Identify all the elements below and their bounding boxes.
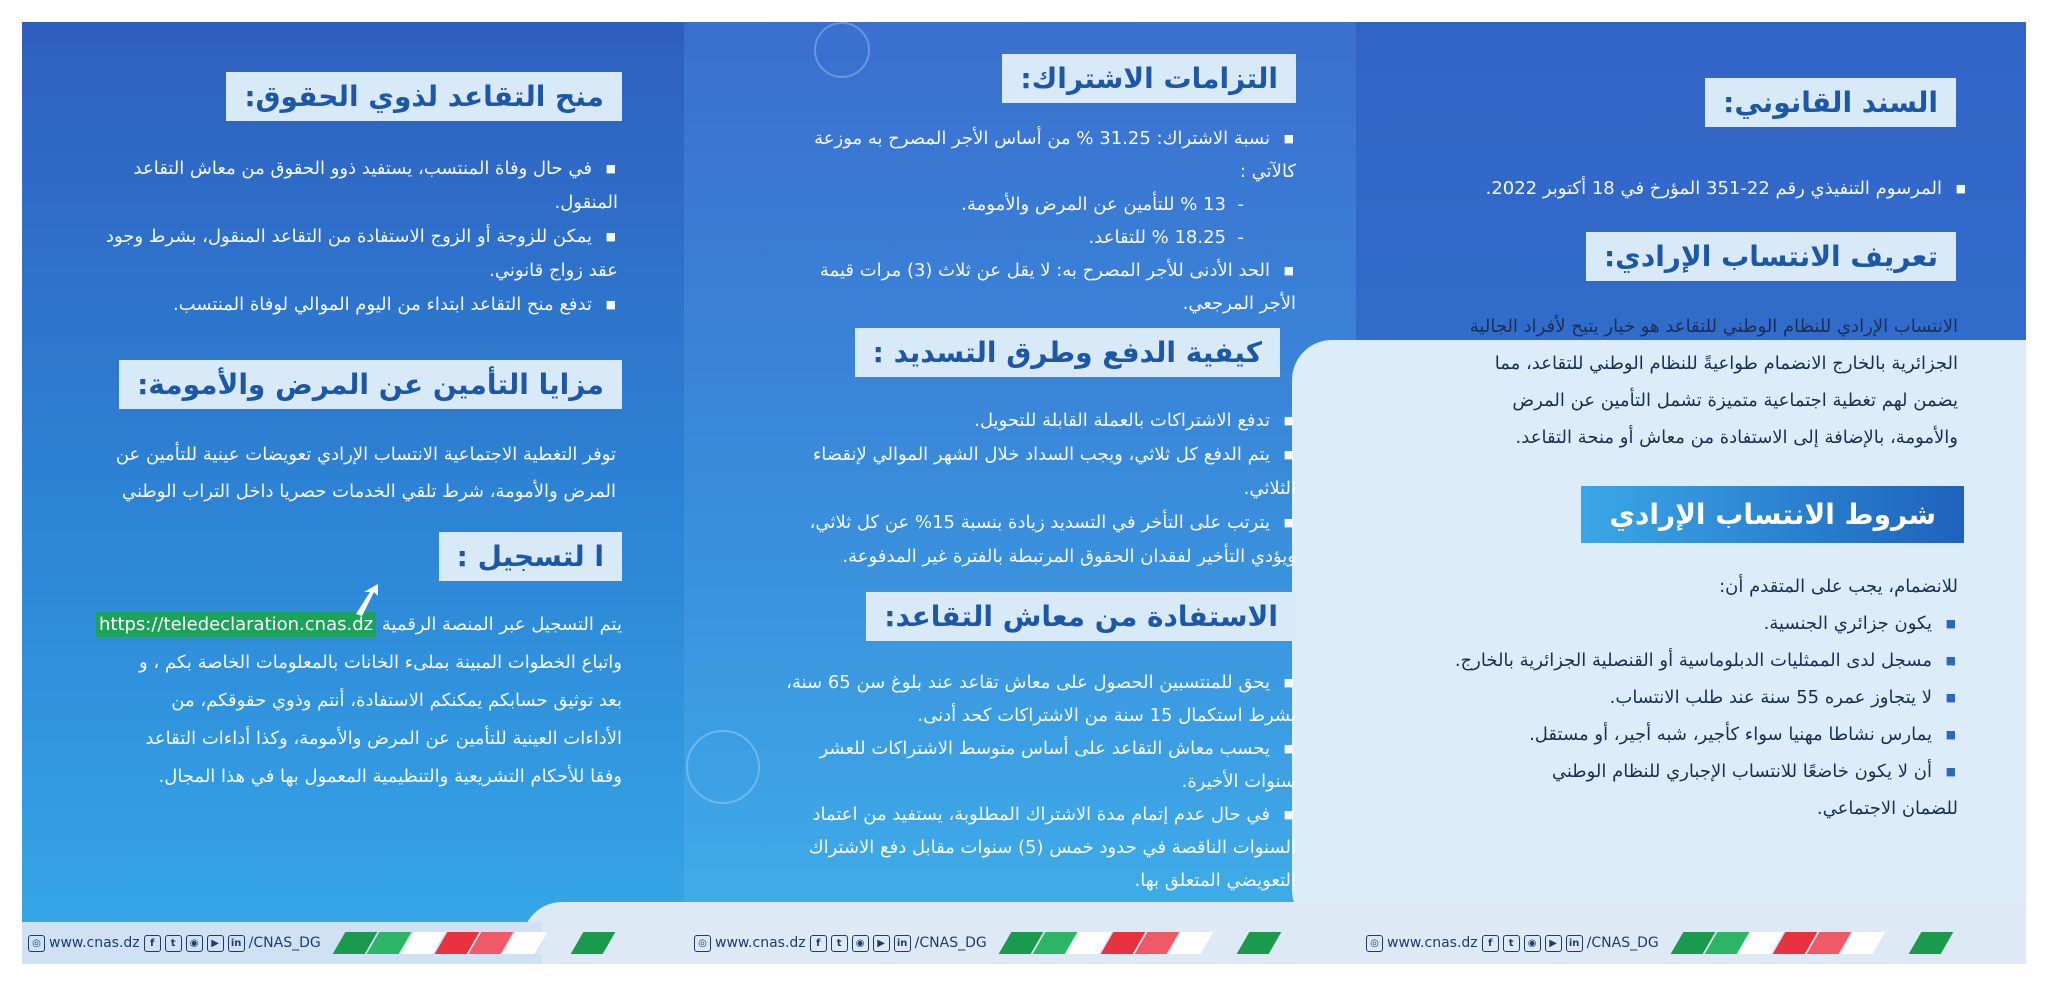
- list-item: ■ يمارس نشاطا مهنيا سواء كأجير، شبه أجير، أو مستقل.: [1338, 716, 1958, 753]
- footer-handle: /CNAS_DG: [914, 935, 987, 951]
- text-line: والأمومة، بالإضافة إلى الاستفادة من معاش أو منحة التقاعد.: [1515, 427, 1958, 448]
- facebook-icon[interactable]: f: [810, 935, 827, 952]
- grant-heading: منح التقاعد لذوي الحقوق:: [226, 72, 622, 121]
- linkedin-icon[interactable]: in: [228, 935, 245, 952]
- instagram-icon[interactable]: ◉: [852, 935, 869, 952]
- list-item: - 18.25 % للتقاعد.: [716, 221, 1296, 254]
- globe-icon: ◎: [1366, 935, 1383, 952]
- list-item: ■ الحد الأدنى للأجر المصرح به: لا يقل عن ثلاث (3) مرات قيمة: [716, 254, 1296, 287]
- globe-icon: ◎: [694, 935, 711, 952]
- pointer-arrow-icon: [354, 582, 394, 622]
- facebook-icon[interactable]: f: [1482, 935, 1499, 952]
- list-item: ■ في حال عدم إتمام مدة الاشتراك المطلوبة، يستفيد من اعتماد: [706, 798, 1296, 831]
- list-item: ■ نسبة الاشتراك: 31.25 % من أساس الأجر المصرح به موزعة: [716, 122, 1296, 155]
- list-item: ■ يترتب على التأخر في التسديد زيادة بنسبة 15% عن كل ثلاثي،: [716, 506, 1296, 540]
- instagram-icon[interactable]: ◉: [1524, 935, 1541, 952]
- text-line: وفقا للأحكام التشريعية والتنظيمية المعمول بها في هذا المجال.: [158, 766, 622, 787]
- text-line: سنوات الأخيرة.: [1181, 771, 1296, 792]
- pension-heading: الاستفادة من معاش التقاعد:: [866, 592, 1296, 641]
- registration-link[interactable]: https://teledeclaration.cnas.dz: [96, 612, 376, 637]
- list-item: ■ المرسوم التنفيذي رقم 22-351 المؤرخ في 18 أكتوبر 2022.: [1348, 170, 1968, 207]
- text-line: للضمان الاجتماعي.: [1816, 798, 1958, 819]
- legal-basis-heading: السند القانوني:: [1705, 78, 1956, 127]
- text-line: يضمن لهم تغطية اجتماعية متميزة تشمل التأمين عن المرض: [1512, 390, 1958, 411]
- registration-prefix: يتم التسجيل عبر المنصة الرقمية: [381, 614, 622, 635]
- twitter-icon[interactable]: t: [831, 935, 848, 952]
- text-line: عقد زواج قانوني.: [489, 260, 618, 281]
- text-line: ويؤدي التأخير لفقدان الحقوق المرتبطة بالفترة غير المدفوعة.: [842, 546, 1296, 567]
- text-line: الأداءات العينية للتأمين عن المرض والأمومة، وكذا أداءات التقاعد: [145, 728, 622, 749]
- flag-stripes: [339, 932, 611, 954]
- pension-list: [706, 666, 1296, 897]
- insurance-text: [36, 436, 616, 510]
- linkedin-icon[interactable]: in: [1566, 935, 1583, 952]
- definition-text: [1368, 308, 1958, 456]
- list-item: ■ في حال وفاة المنتسب، يستفيد ذوو الحقوق من معاش التقاعد: [38, 152, 618, 186]
- list-item: ■ يكون جزائري الجنسية.: [1338, 605, 1958, 642]
- insurance-heading: مزايا التأمين عن المرض والأمومة:: [119, 360, 622, 409]
- twitter-icon[interactable]: t: [165, 935, 182, 952]
- globe-icon: ◎: [28, 935, 45, 952]
- youtube-icon[interactable]: ▶: [1545, 935, 1562, 952]
- list-item: ■ أن لا يكون خاضعًا للانتساب الإجباري للنظام الوطني: [1338, 753, 1958, 790]
- footer-handle: /CNAS_DG: [1586, 935, 1659, 951]
- payment-list: [716, 404, 1296, 574]
- text-line: الثلاثي.: [1243, 478, 1296, 499]
- text-line: بشرط استكمال 15 سنة من الاشتراكات كحد أدنى.: [917, 705, 1296, 726]
- text-line: الأجر المرجعي.: [1182, 293, 1296, 314]
- text-line: السنوات الناقصة في حدود خمس (5) سنوات مقابل دفع الاشتراك: [808, 837, 1296, 858]
- payment-heading: كيفية الدفع وطرق التسديد :: [855, 328, 1280, 377]
- footer-left: [28, 922, 611, 964]
- youtube-icon[interactable]: ▶: [207, 935, 224, 952]
- flag-stripes: [1677, 932, 1949, 954]
- obligations-list: [716, 122, 1296, 320]
- conditions-heading: شروط الانتساب الإرادي: [1581, 486, 1964, 543]
- registration-heading: ا لتسجيل :: [439, 532, 622, 581]
- legal-basis-text: [1348, 170, 1968, 207]
- text-line: كالآتي :: [1239, 161, 1296, 182]
- facebook-icon[interactable]: f: [144, 935, 161, 952]
- conditions-list: [1338, 568, 1958, 827]
- text-line: المرض والأمومة، شرط تلقي الخدمات حصريا داخل التراب الوطني: [122, 481, 616, 502]
- text-line: توفر التغطية الاجتماعية الانتساب الإرادي تعويضات عينية للتأمين عن: [115, 444, 616, 465]
- text-line: [42, 606, 622, 644]
- youtube-icon[interactable]: ▶: [873, 935, 890, 952]
- footer-middle: [694, 922, 1277, 964]
- text-line: التعويضي المتعلق بها.: [1134, 870, 1296, 891]
- list-item: ■ يتم الدفع كل ثلاثي، ويجب السداد خلال الشهر الموالي لإنقضاء: [716, 438, 1296, 472]
- decorative-circle: [814, 22, 870, 78]
- list-item: ■ يحق للمنتسبين الحصول على معاش تقاعد عند بلوغ سن 65 سنة،: [706, 666, 1296, 699]
- text-line: المنقول.: [554, 192, 618, 213]
- list-item: - 13 % للتأمين عن المرض والأمومة.: [716, 188, 1296, 221]
- list-item: ■ يحسب معاش التقاعد على أساس متوسط الاشتراكات للعشر: [706, 732, 1296, 765]
- list-item: ■ تدفع الاشتراكات بالعملة القابلة للتحويل.: [716, 404, 1296, 438]
- linkedin-icon[interactable]: in: [894, 935, 911, 952]
- brochure-page: [22, 22, 2026, 964]
- list-item: ■ مسجل لدى الممثليات الدبلوماسية أو القنصلية الجزائرية بالخارج.: [1338, 642, 1958, 679]
- list-item: ■ تدفع منح التقاعد ابتداء من اليوم الموالي لوفاة المنتسب.: [38, 288, 618, 322]
- grant-list: [38, 152, 618, 322]
- list-item: ■ لا يتجاوز عمره 55 سنة عند طلب الانتساب.: [1338, 679, 1958, 716]
- twitter-icon[interactable]: t: [1503, 935, 1520, 952]
- flag-stripes: [1005, 932, 1277, 954]
- text-line: بعد توثيق حسابكم يمكنكم الاستفادة، أنتم وذوي حقوقكم، من: [171, 690, 622, 711]
- text-line: الجزائرية بالخارج الانضمام طواعيةً للنظام الوطني للتقاعد، مما: [1494, 353, 1958, 374]
- footer-handle: /CNAS_DG: [248, 935, 321, 951]
- instagram-icon[interactable]: ◉: [186, 935, 203, 952]
- text-line: الانتساب الإرادي للنظام الوطني للتقاعد هو خيار يتيح لأفراد الجالية: [1469, 316, 1958, 337]
- list-item: ■ يمكن للزوجة أو الزوج الاستفادة من التقاعد المنقول، بشرط وجود: [38, 220, 618, 254]
- footer-website[interactable]: www.cnas.dz: [49, 935, 140, 951]
- registration-text: [42, 606, 622, 796]
- footer-website[interactable]: www.cnas.dz: [715, 935, 806, 951]
- definition-heading: تعريف الانتساب الإرادي:: [1586, 232, 1956, 281]
- footer-website[interactable]: www.cnas.dz: [1387, 935, 1478, 951]
- text-line: واتباع الخطوات المبينة بملىء الخانات بالمعلومات الخاصة بكم ، و: [138, 652, 622, 673]
- obligations-heading: التزامات الاشتراك:: [1002, 54, 1296, 103]
- conditions-intro: للانضمام، يجب على المتقدم أن:: [1719, 576, 1958, 597]
- footer-right: [1366, 922, 1949, 964]
